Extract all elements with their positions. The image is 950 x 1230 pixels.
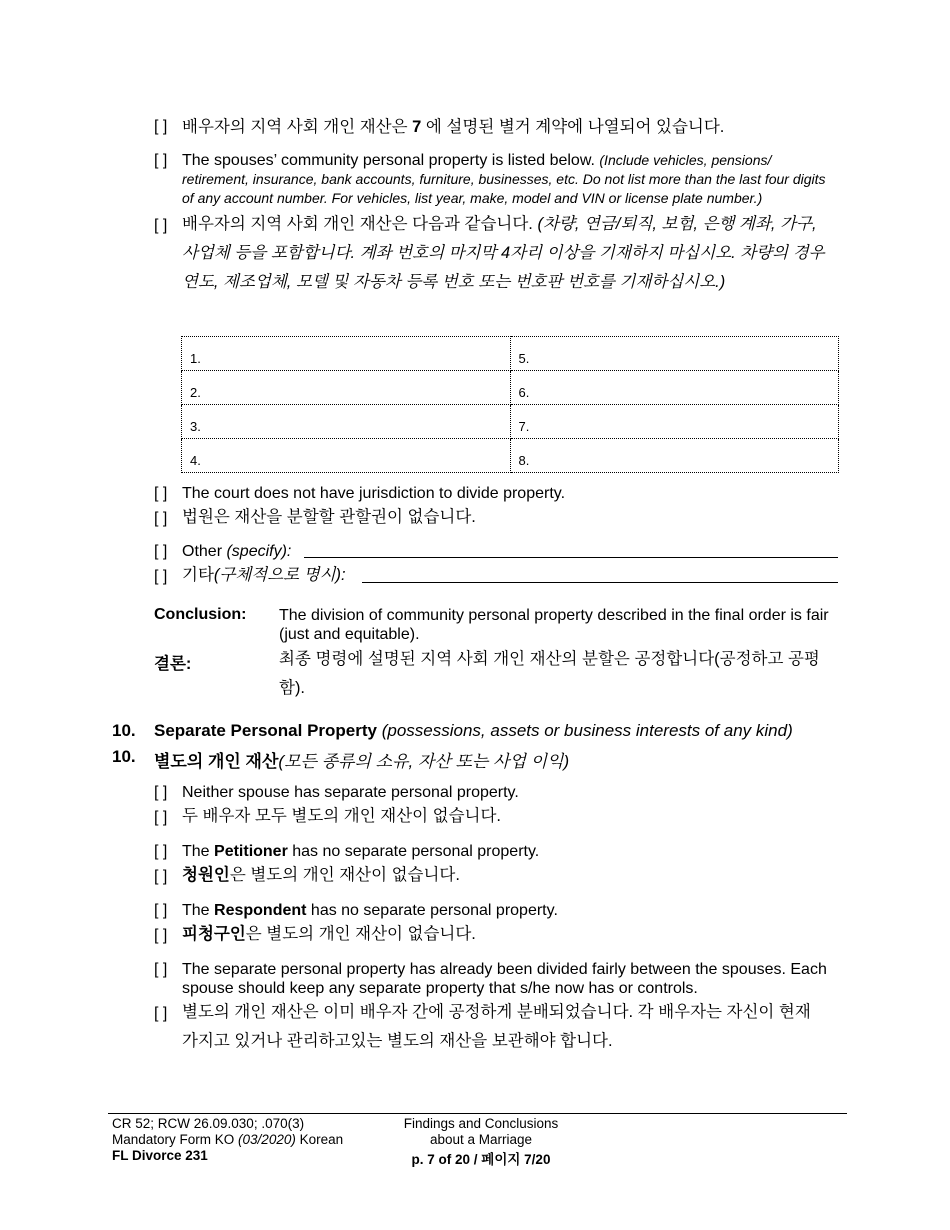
checkbox-en-listed[interactable]: [ ]: [154, 152, 168, 169]
checkbox-ko-listed[interactable]: [ ]: [154, 217, 168, 234]
footer-page: p. 7 of 20 / 페이지 7/20: [411, 1152, 551, 1167]
conclusion-label-ko: 결론:: [154, 655, 192, 673]
table-cell[interactable]: 6.: [510, 371, 839, 405]
neither-en: Neither spouse has separate personal property.: [182, 784, 519, 801]
other-en-label: Other (specify):: [182, 543, 292, 560]
table-cell[interactable]: 5.: [510, 337, 839, 371]
footer-title-2: about a Marriage: [429, 1132, 533, 1147]
table-row: [182, 439, 839, 473]
footer-form-id: FL Divorce 231: [112, 1148, 208, 1163]
footer-form: Mandatory Form KO (03/2020) Korean: [112, 1132, 344, 1147]
conclusion-text-ko: 최종 명령에 설명된 지역 사회 개인 재산의 분할은 공정합니다(공정하고 공평함).: [279, 650, 820, 697]
checkbox-other-en[interactable]: [ ]: [154, 543, 168, 560]
footer-left: [112, 1116, 343, 1164]
table-cell[interactable]: 1.: [182, 337, 511, 371]
other-ko-line[interactable]: [362, 582, 838, 583]
checkbox-respondent-en[interactable]: [ ]: [154, 902, 168, 919]
table-row: [182, 337, 839, 371]
other-en-line[interactable]: [304, 557, 838, 558]
checkbox-petitioner-en[interactable]: [ ]: [154, 843, 168, 860]
petitioner-ko: 청원인은 별도의 개인 재산이 없습니다.: [182, 866, 460, 884]
divided-en: The separate personal property has already been divided fairly between the spouses. Each spouse should keep any separate property that s/he now has or controls.: [182, 961, 827, 997]
checkbox-neither-ko[interactable]: [ ]: [154, 809, 168, 826]
checkbox-no-jurisdiction-en[interactable]: [ ]: [154, 485, 168, 502]
divided-ko: 별도의 개인 재산은 이미 배우자 간에 공정하게 분배되었습니다. 각 배우자는 자신이 현재 가지고 있거나 관리하고있는 별도의 재산을 보관해야 합니다.: [182, 1003, 811, 1050]
property-list-table: [181, 336, 839, 473]
footer-title-1: Findings and Conclusions: [403, 1116, 559, 1131]
ko-listed-text: 배우자의 지역 사회 개인 재산은 다음과 같습니다. (차량, 연금/퇴직, 보험, 은행 계좌, 가구, 사업체 등을 포함합니다. 계좌 번호의 마지막 4자리 이상을 기재하지 마십시오. 차량의 경우 연도, 제조업체, 모델 및 자동차 등록 번호 또는 번호판 번호를 기재하십시오.): [182, 215, 825, 291]
table-row: [182, 371, 839, 405]
checkbox-divided-en[interactable]: [ ]: [154, 961, 168, 978]
petitioner-en: The Petitioner has no separate personal property.: [182, 843, 540, 860]
checkbox-ko-agreement[interactable]: [ ]: [154, 118, 168, 135]
table-row: [182, 405, 839, 439]
conclusion-text-en: The division of community personal property described in the final order is fair (just and equitable).: [279, 607, 829, 643]
checkbox-neither-en[interactable]: [ ]: [154, 784, 168, 801]
ko-agreement-text: 배우자의 지역 사회 개인 재산은 7 에 설명된 별거 계약에 나열되어 있습니다.: [182, 118, 725, 136]
section-10-number-ko: 10.: [112, 747, 136, 766]
checkbox-other-ko[interactable]: [ ]: [154, 568, 168, 585]
table-cell[interactable]: 2.: [182, 371, 511, 405]
respondent-en: The Respondent has no separate personal property.: [182, 902, 558, 919]
section-10-heading-en: Separate Personal Property (possessions, assets or business interests of any kind): [154, 721, 793, 740]
checkbox-respondent-ko[interactable]: [ ]: [154, 927, 168, 944]
neither-ko: 두 배우자 모두 별도의 개인 재산이 없습니다.: [182, 807, 501, 825]
en-listed-text: The spouses’ community personal property is listed below. (Include vehicles, pensions/ retirement, insurance, bank accounts, furniture, businesses, etc. Do not list more than the last four digits of any account number. For vehicles, list year, make, model and VIN or license plate number.): [182, 152, 826, 206]
table-cell[interactable]: 7.: [510, 405, 839, 439]
checkbox-divided-ko[interactable]: [ ]: [154, 1005, 168, 1022]
other-ko-label: 기타(구체적으로 명시):: [182, 566, 346, 584]
conclusion-label-en: Conclusion:: [154, 606, 247, 623]
table-cell[interactable]: 3.: [182, 405, 511, 439]
section-10-number-en: 10.: [112, 721, 136, 740]
table-cell[interactable]: 8.: [510, 439, 839, 473]
footer-rcw: CR 52; RCW 26.09.030; .070(3): [112, 1116, 305, 1131]
section-10-heading-ko: 별도의 개인 재산(모든 종류의 소유, 자산 또는 사업 이익): [154, 752, 570, 771]
table-cell[interactable]: 4.: [182, 439, 511, 473]
footer-rule: [108, 1113, 847, 1114]
checkbox-petitioner-ko[interactable]: [ ]: [154, 868, 168, 885]
checkbox-no-jurisdiction-ko[interactable]: [ ]: [154, 510, 168, 527]
footer-center: [381, 1116, 581, 1168]
no-jurisdiction-en: The court does not have jurisdiction to divide property.: [182, 485, 566, 502]
respondent-ko: 피청구인은 별도의 개인 재산이 없습니다.: [182, 925, 476, 943]
no-jurisdiction-ko: 법원은 재산을 분할할 관할권이 없습니다.: [182, 508, 476, 526]
